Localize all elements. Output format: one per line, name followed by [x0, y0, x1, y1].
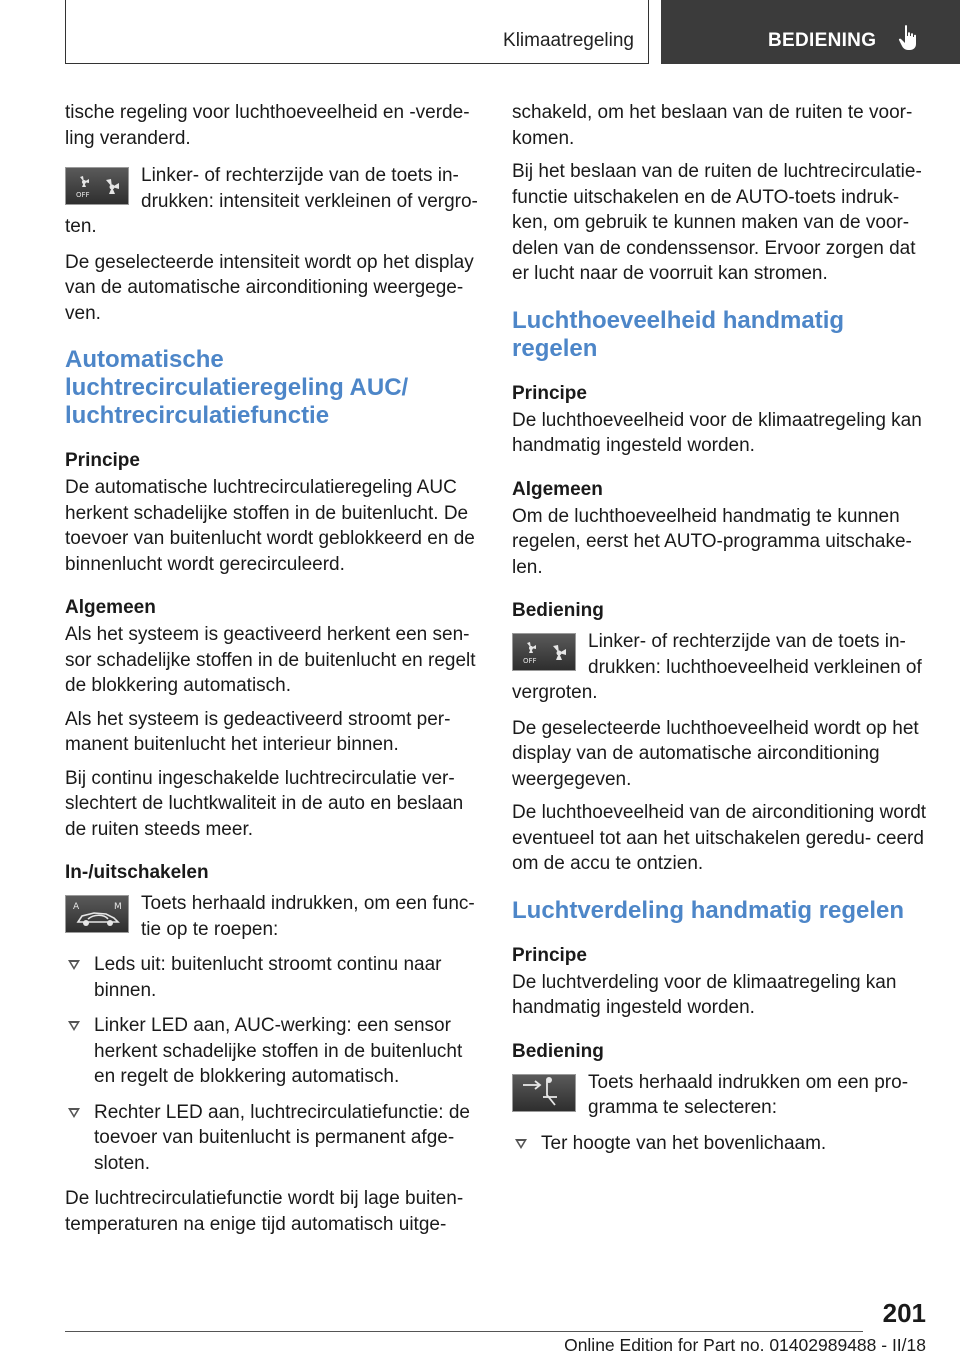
paragraph: Als het systeem is gedeactiveerd stroomt per‐ manent buitenlucht het interieur binnen. [65, 708, 451, 755]
page-number: 201 [882, 1298, 926, 1328]
list-item: Ter hoogte van het bovenlichaam. [512, 1131, 928, 1157]
subheading: Algemeen [65, 597, 156, 618]
right-column [512, 100, 928, 1166]
paragraph: De luchtrecirculatiefunctie wordt bij lage buiten‐ temperaturen na enige tijd automatisch uitge‐ [65, 1188, 464, 1235]
left-column [65, 100, 481, 1245]
paragraph: schakeld, om het beslaan van de ruiten te voor‐ komen. [512, 102, 913, 149]
distribution-button-block [512, 1070, 928, 1121]
footer-edition-text: Online Edition for Part no. 01402989488 - II/18 [564, 1335, 926, 1355]
icon-caption-line: Linker- of rechterzijde van de toets in‐ [588, 631, 906, 652]
icon-caption-line: Linker- of rechterzijde van de toets in‐ [141, 165, 459, 186]
paragraph: De luchthoeveelheid voor de klimaatregeling kan handmatig ingesteld worden. [512, 409, 922, 456]
section-heading: Luchthoeveelheid handmatig regelen [512, 306, 845, 362]
paragraph: De automatische luchtrecirculatieregeling AUC herkent schadelijke stoffen in de buitenlucht. De toevoer van buitenlucht wordt geblokkeerd en de binnenlucht wordt gerecirculeerd. [65, 477, 475, 575]
paragraph: De luchtverdeling voor de klimaatregeling kan handmatig ingesteld worden. [512, 971, 897, 1018]
bullet-list [512, 1131, 928, 1157]
icon-caption-line: tie op te roepen: [141, 918, 279, 940]
fan-off-button-icon [512, 633, 576, 671]
header-section-title: Klimaatregeling [503, 30, 634, 51]
paragraph: tische regeling voor luchthoeveelheid en -verde‐ ling veranderd. [65, 102, 470, 149]
pointing-hand-icon [897, 24, 921, 52]
subheading: In-/uitschakelen [65, 862, 209, 883]
header-chapter-title: BEDIENING [768, 30, 877, 51]
header-section-box [65, 0, 649, 64]
svg-text:A: A [73, 902, 80, 912]
paragraph: Om de luchthoeveelheid handmatig te kunnen regelen, eerst het AUTO-programma uitschake‐ len. [512, 505, 912, 578]
icon-caption-line: Toets herhaald indrukken om een pro‐ [588, 1071, 909, 1093]
footer-divider [65, 1331, 863, 1332]
icon-caption-line: gramma te selecteren: [588, 1097, 778, 1118]
fan-button-block [512, 629, 928, 706]
subheading: Principe [65, 450, 140, 471]
fan-button-block [65, 163, 481, 240]
list-item: Leds uit: buitenlucht stroomt continu naar binnen. [65, 952, 481, 1003]
svg-text:M: M [114, 902, 122, 912]
list-item: Linker LED aan, AUC-werking: een sensor herkent schadelijke stoffen in de buitenlucht en regelt de blokkering automatisch. [65, 1013, 481, 1090]
paragraph: Bij continu ingeschakelde luchtrecirculatie ver‐ slechtert de luchtkwaliteit in de auto en beslaan de ruiten steeds meer. [65, 767, 464, 840]
paragraph: Bij het beslaan van de ruiten de luchtrecirculatie‐ functie uitschakelen en de AUTO-toets indruk‐ ken, om gebruik te kunnen maken van de voor‐ delen van de condenssensor. Ervoor zorgen dat er lucht naar de voorruit kan stromen. [512, 161, 922, 284]
icon-caption-line: Toets herhaald indrukken, om een func‐ [141, 893, 475, 914]
paragraph: Als het systeem is geactiveerd herkent een sen‐ sor schadelijke stoffen in de buitenlucht en regelt de blokkering automatisch. [65, 624, 476, 696]
icon-caption-line: ten. [65, 216, 97, 237]
section-heading: Automatische luchtrecirculatieregeling AUC/ luchtrecirculatiefunctie [65, 346, 409, 429]
icon-caption-line: drukken: intensiteit verkleinen of vergro‐ [141, 190, 478, 212]
svg-text:OFF: OFF [523, 657, 537, 665]
subheading: Principe [512, 382, 587, 404]
paragraph: De geselecteerde intensiteit wordt op het display van de automatische airconditioning weergege‐ ven. [65, 251, 474, 324]
subheading: Bediening [512, 600, 604, 621]
section-heading: Luchtverdeling handmatig regelen [512, 896, 905, 924]
list-item: Rechter LED aan, luchtrecirculatiefunctie: de toevoer van buitenlucht is permanent afge‐ sloten. [65, 1100, 481, 1177]
subheading: Algemeen [512, 478, 603, 500]
icon-caption-line: vergroten. [512, 682, 598, 703]
svg-text:OFF: OFF [76, 191, 90, 199]
air-distribution-button-icon [512, 1074, 576, 1112]
subheading: Principe [512, 944, 587, 966]
subheading: Bediening [512, 1040, 604, 1062]
recirc-button-block [65, 891, 481, 942]
auc-recirculation-button-icon [65, 895, 129, 933]
icon-caption-line: drukken: luchthoeveelheid verkleinen of [588, 656, 922, 678]
bullet-list [65, 952, 481, 1176]
paragraph: De geselecteerde luchthoeveelheid wordt op het display van de automatische airconditioning weergegeven. [512, 717, 919, 790]
paragraph: De luchthoeveelheid van de airconditioning wordt eventueel tot aan het uitschakelen geredu‐ ceerd om de accu te ontzien. [512, 802, 927, 874]
fan-off-button-icon [65, 167, 129, 205]
header-chapter-box [661, 0, 960, 64]
